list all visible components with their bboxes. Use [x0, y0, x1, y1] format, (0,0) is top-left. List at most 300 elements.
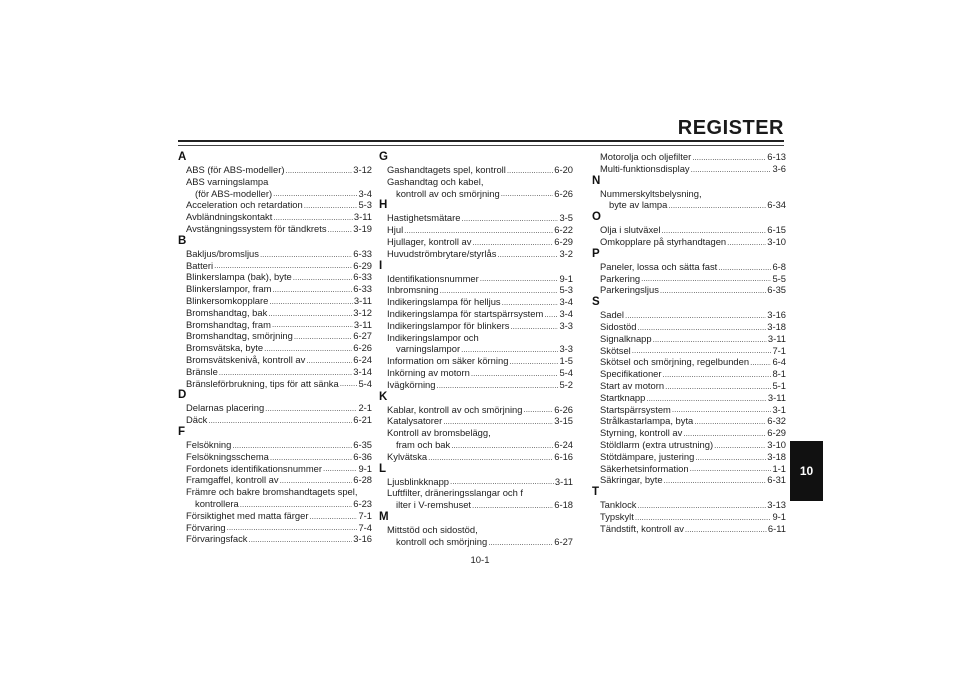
dot-leader [227, 523, 358, 533]
dot-leader [664, 476, 767, 486]
index-entry-text: Ivägkörning [387, 378, 436, 390]
dot-leader [510, 322, 558, 332]
index-entry[interactable] [178, 307, 372, 319]
index-entry[interactable] [592, 511, 786, 523]
index-entry-text: Blinkerslampa (bak), byte [186, 271, 292, 283]
index-page-ref: 6-16 [554, 450, 573, 462]
index-entry[interactable] [379, 367, 573, 379]
index-entry[interactable] [592, 309, 786, 321]
dot-leader [750, 358, 771, 368]
index-page-ref: 1-5 [559, 355, 573, 367]
dot-leader [272, 320, 353, 330]
index-entry[interactable] [379, 188, 573, 200]
index-entry-text: Specifikationer [600, 368, 662, 380]
index-page-ref: 3-18 [767, 320, 786, 332]
index-page-ref: 3-2 [559, 247, 573, 259]
index-entry[interactable] [592, 356, 786, 368]
index-entry[interactable] [178, 510, 372, 522]
index-page-ref: 7-1 [358, 509, 372, 521]
index-page-ref: 9-1 [559, 272, 573, 284]
dot-leader [471, 369, 559, 379]
dot-leader [660, 286, 766, 296]
dot-leader [653, 335, 767, 345]
index-page-ref: 3-1 [772, 403, 786, 415]
index-entry[interactable] [592, 415, 786, 427]
dot-leader [472, 238, 553, 248]
dot-leader [641, 274, 771, 284]
index-entry[interactable] [592, 151, 786, 163]
index-entry-text: ABS (för ABS-modeller) [186, 164, 285, 175]
index-entry-text: Inkörning av motorn [387, 366, 470, 378]
index-page-ref: 3-11 [353, 211, 372, 223]
index-entry-text: Omkopplare på styrhandtagen [600, 235, 727, 247]
index-entry[interactable] [379, 308, 573, 320]
index-entry[interactable] [592, 199, 786, 211]
dot-leader [714, 441, 766, 451]
index-entry-text: Huvudströmbrytare/styrlås [387, 247, 497, 259]
index-entry[interactable] [379, 296, 573, 308]
dot-leader [304, 201, 358, 211]
index-page-ref: 5-5 [772, 272, 786, 284]
index-page-ref: 3-5 [559, 212, 573, 224]
dot-leader [248, 535, 352, 545]
dot-leader [523, 405, 553, 415]
index-entry[interactable] [178, 522, 372, 534]
dot-leader [461, 345, 558, 355]
index-entry[interactable] [592, 333, 786, 345]
dot-leader [502, 298, 559, 308]
index-page-ref: 6-26 [554, 187, 573, 199]
index-entry-text: Säkerhetsinformation [600, 462, 689, 474]
index-entry-text: Katalysatorer [387, 415, 443, 427]
dot-leader [232, 441, 352, 451]
index-entry-text: Identifikationsnummer [387, 272, 479, 284]
index-page-ref: 3-16 [353, 533, 372, 545]
index-letter: P [592, 247, 600, 260]
index-entry-text: Startspärrsystem [600, 403, 671, 415]
index-entry[interactable] [178, 271, 372, 283]
dot-leader [625, 311, 766, 321]
index-entry-text: varningslampor [396, 343, 461, 355]
index-entry-text: Avstängningssystem för tändkrets [186, 222, 327, 234]
index-page-ref: 5-4 [358, 377, 372, 389]
index-entry[interactable] [379, 273, 573, 285]
index-entry[interactable] [178, 451, 372, 463]
index-entry-text: Förvaringsfack [186, 533, 248, 545]
index-entry-text: kontrollera [195, 497, 239, 509]
dot-leader [695, 453, 766, 463]
index-entry[interactable] [379, 524, 573, 536]
index-entry-text: Blinkersomkopplare [186, 294, 269, 306]
index-entry[interactable] [178, 188, 372, 200]
index-entry[interactable] [178, 533, 372, 545]
index-page-ref: 3-16 [767, 309, 786, 321]
index-entry[interactable] [592, 439, 786, 451]
index-letter: S [592, 296, 600, 309]
index-entry-text: Skötsel [600, 344, 631, 356]
index-entry[interactable] [178, 439, 372, 451]
index-letter: I [379, 259, 383, 272]
index-entry[interactable] [592, 345, 786, 357]
index-entry[interactable] [178, 330, 372, 342]
index-entry[interactable] [379, 355, 573, 367]
dot-leader [293, 273, 352, 283]
dot-leader [692, 153, 766, 163]
index-entry[interactable] [379, 332, 573, 344]
dot-leader [323, 464, 357, 474]
index-page-ref: 3-3 [559, 343, 573, 355]
index-page-ref: 6-36 [353, 450, 372, 462]
index-entry-text: Batteri [186, 259, 214, 271]
index-entry-text: Hjullager, kontroll av [387, 235, 472, 247]
index-entry-text: Främre och bakre bromshandtagets spel, [186, 486, 358, 498]
index-entry-text: Sidostöd [600, 320, 637, 332]
index-entry[interactable] [592, 463, 786, 475]
index-entry[interactable] [379, 176, 573, 188]
index-entry-text: Stötdämpare, justering [600, 450, 695, 462]
dot-leader [663, 370, 772, 380]
dot-leader [632, 346, 772, 356]
index-entry[interactable] [592, 284, 786, 296]
index-entry-text: Hjul [387, 224, 404, 236]
index-entry[interactable] [379, 536, 573, 548]
dot-leader [450, 477, 554, 487]
index-page-ref: 3-11 [353, 318, 372, 330]
index-entry-text: Försiktighet med matta färger [186, 509, 309, 521]
dot-leader [440, 286, 559, 296]
index-letter: B [178, 234, 187, 247]
index-page-ref: 3-11 [767, 332, 786, 344]
index-letter: L [379, 462, 387, 475]
index-entry-text: Tändstift, kontroll av [600, 522, 684, 534]
index-entry-text: Bromshandtag, fram [186, 318, 271, 330]
index-page-ref: 9-1 [358, 462, 372, 474]
index-entry[interactable] [178, 474, 372, 486]
index-entry-text: Skötsel och smörjning, regelbunden [600, 356, 750, 368]
index-entry-text: Fordonets identifikationsnummer [186, 462, 323, 474]
index-entry[interactable] [379, 427, 573, 439]
index-entry-text: kontroll av och smörjning [396, 187, 500, 199]
index-entry-text: Ljusblinkknapp [387, 475, 450, 487]
index-entry-text: Information om säker körning [387, 355, 509, 367]
index-entry[interactable] [592, 474, 786, 486]
index-page-ref: 3-10 [767, 235, 786, 247]
index-letter: O [592, 211, 601, 224]
index-page-ref: 3-6 [772, 162, 786, 174]
dot-leader [214, 261, 352, 271]
index-column-2 [379, 151, 573, 548]
index-page-ref: 6-23 [353, 497, 372, 509]
index-entry[interactable] [178, 295, 372, 307]
index-entry[interactable] [592, 261, 786, 273]
index-entry[interactable] [379, 320, 573, 332]
dot-leader [285, 166, 352, 176]
index-entry[interactable] [178, 498, 372, 510]
index-entry[interactable] [178, 248, 372, 260]
index-entry-text: Styrning, kontroll av [600, 427, 683, 439]
index-entry[interactable] [379, 164, 573, 176]
dot-leader [280, 476, 353, 486]
index-entry-text: Signalknapp [600, 332, 652, 344]
index-entry[interactable] [379, 343, 573, 355]
index-page-ref: 6-35 [353, 438, 372, 450]
index-page-ref: 6-31 [767, 474, 786, 486]
index-page-ref: 6-24 [554, 438, 573, 450]
dot-leader [646, 394, 767, 404]
dot-leader [635, 513, 772, 523]
index-entry[interactable] [178, 342, 372, 354]
index-entry[interactable] [592, 163, 786, 175]
index-page-ref: 3-11 [767, 391, 786, 403]
index-page-ref: 3-3 [559, 319, 573, 331]
index-entry[interactable] [592, 427, 786, 439]
index-page-ref: 6-21 [353, 414, 372, 426]
index-entry[interactable] [379, 487, 573, 499]
index-entry-text: Kylvätska [387, 450, 428, 462]
index-entry[interactable] [379, 212, 573, 224]
index-entry-text: Multi-funktionsdisplay [600, 162, 690, 174]
index-entry[interactable] [592, 380, 786, 392]
index-entry[interactable] [592, 392, 786, 404]
dot-leader [661, 226, 766, 236]
dot-leader [683, 429, 766, 439]
dot-leader [269, 297, 353, 307]
index-entry-text: Parkeringsljus [600, 284, 659, 296]
index-entry-text: Indikeringslampor och [387, 331, 479, 343]
index-entry[interactable] [379, 404, 573, 416]
dot-leader [507, 166, 553, 176]
index-entry[interactable] [178, 211, 372, 223]
dot-leader [340, 379, 358, 389]
index-page-ref: 6-33 [353, 247, 372, 259]
index-entry[interactable] [592, 499, 786, 511]
dot-leader [637, 501, 766, 511]
index-page-ref: 5-4 [559, 366, 573, 378]
index-entry[interactable] [592, 188, 786, 200]
index-entry[interactable] [592, 273, 786, 285]
index-entry[interactable] [379, 248, 573, 260]
index-entry[interactable] [592, 368, 786, 380]
dot-leader [272, 285, 352, 295]
page-title: REGISTER [677, 117, 784, 139]
index-page-ref: 6-26 [353, 342, 372, 354]
index-letter: G [379, 151, 388, 163]
dot-leader [451, 441, 553, 451]
dot-leader [691, 165, 772, 175]
index-page-ref: 6-27 [554, 535, 573, 547]
dot-leader [219, 368, 352, 378]
index-page-ref: 6-27 [353, 330, 372, 342]
dot-leader [668, 201, 766, 211]
index-page-ref: 6-29 [767, 427, 786, 439]
index-entry[interactable] [178, 402, 372, 414]
index-entry[interactable] [178, 378, 372, 390]
index-page-ref: 6-29 [353, 259, 372, 271]
dot-leader [694, 417, 766, 427]
index-entry-text: Gashandtagets spel, kontroll [387, 164, 506, 175]
index-entry[interactable] [178, 199, 372, 211]
index-page-ref: 6-33 [353, 271, 372, 283]
dot-leader [690, 464, 772, 474]
index-entry-text: Hastighetsmätare [387, 212, 461, 224]
dot-leader [240, 500, 352, 510]
index-entry-text: fram och bak [396, 438, 451, 450]
dot-leader [472, 501, 553, 511]
index-entry[interactable] [379, 379, 573, 391]
dot-leader [208, 416, 352, 426]
index-entry-text: Strålkastarlampa, byta [600, 415, 694, 427]
index-page-ref: 1-1 [772, 462, 786, 474]
index-entry-text: Nummerskyltsbelysning, [600, 187, 702, 199]
index-entry-text: Bränsleförbrukning, tips för att sänka [186, 377, 339, 389]
index-page-ref: 3-11 [554, 475, 573, 487]
index-page-ref: 3-4 [559, 296, 573, 308]
index-entry-text: Bränsle [186, 365, 218, 377]
index-entry[interactable] [379, 499, 573, 511]
index-entry[interactable] [592, 523, 786, 535]
dot-leader [306, 356, 352, 366]
dot-leader [509, 357, 558, 367]
index-entry[interactable] [178, 319, 372, 331]
dot-leader [294, 332, 352, 342]
page-number: 10-1 [470, 555, 490, 566]
index-entry-text: Felsökning [186, 438, 232, 450]
index-letter: D [178, 389, 187, 402]
index-page-ref: 3-10 [767, 438, 786, 450]
dot-leader [309, 512, 357, 522]
index-page-ref: 3-15 [554, 415, 573, 427]
index-page-ref: 6-34 [767, 199, 786, 211]
chapter-tab[interactable]: 10 [790, 441, 823, 501]
header-rule-thin [178, 145, 784, 146]
dot-leader [544, 310, 558, 320]
dot-leader [685, 525, 767, 535]
index-page-ref: 6-26 [554, 403, 573, 415]
index-page-ref: 6-18 [554, 499, 573, 511]
dot-leader [268, 309, 352, 319]
index-entry-text: ABS varningslampa [186, 175, 269, 187]
index-entry[interactable] [379, 224, 573, 236]
index-entry[interactable] [178, 164, 372, 176]
index-page-ref: 6-22 [554, 224, 573, 236]
index-page-ref: 5-3 [358, 199, 372, 211]
index-letter: F [178, 425, 186, 438]
index-entry[interactable] [592, 224, 786, 236]
index-letter: T [592, 486, 600, 499]
index-entry-text: ilter i V-remshuset [396, 499, 472, 511]
index-page-ref: 3-12 [353, 306, 372, 318]
index-page-ref: 3-12 [353, 164, 372, 175]
index-entry[interactable] [178, 176, 372, 188]
index-page-ref: 6-4 [772, 356, 786, 368]
index-entry-text: Paneler, lossa och sätta fast [600, 260, 718, 272]
index-entry[interactable] [178, 463, 372, 475]
index-page-ref: 5-1 [772, 379, 786, 391]
index-page-ref: 9-1 [772, 510, 786, 522]
index-entry[interactable] [178, 486, 372, 498]
index-entry-text: Olja i slutväxel [600, 224, 661, 236]
dot-leader [404, 226, 553, 236]
dot-leader [265, 404, 357, 414]
dot-leader [727, 238, 766, 248]
index-entry-text: Däck [186, 414, 208, 426]
index-page-ref: 3-4 [559, 307, 573, 319]
index-page-ref: 6-24 [353, 353, 372, 365]
index-letter: M [379, 510, 389, 523]
index-page-ref: 3-13 [767, 499, 786, 511]
index-entry-text: Bromsvätskenivå, kontroll av [186, 353, 306, 365]
index-entry-text: Felsökningsschema [186, 450, 269, 462]
dot-leader [637, 323, 766, 333]
index-entry-text: kontroll och smörjning [396, 535, 488, 547]
index-entry[interactable] [592, 404, 786, 416]
dot-leader [428, 453, 553, 463]
index-entry[interactable] [379, 236, 573, 248]
dot-leader [273, 213, 353, 223]
index-entry[interactable] [178, 260, 372, 272]
dot-leader [443, 417, 553, 427]
dot-leader [273, 189, 357, 199]
index-entry[interactable] [178, 354, 372, 366]
index-entry-text: Säkringar, byte [600, 474, 663, 486]
index-entry-text: Bakljus/bromsljus [186, 247, 259, 259]
index-entry-text: Startknapp [600, 391, 646, 403]
dot-leader [672, 405, 772, 415]
index-page-ref: 6-8 [772, 260, 786, 272]
dot-leader [501, 189, 554, 199]
index-entry[interactable] [178, 366, 372, 378]
index-entry-text: Inbromsning [387, 284, 439, 296]
index-page-ref: 6-29 [554, 235, 573, 247]
index-entry[interactable] [178, 283, 372, 295]
index-entry-text: Avbländningskontakt [186, 211, 273, 223]
index-letter: K [379, 390, 388, 403]
index-entry-text: Typskylt [600, 510, 634, 522]
index-entry[interactable] [379, 439, 573, 451]
index-column-1 [178, 151, 372, 545]
index-page-ref: 6-11 [767, 522, 786, 534]
index-entry-text: Start av motorn [600, 379, 665, 391]
index-entry[interactable] [379, 284, 573, 296]
index-entry[interactable] [379, 476, 573, 488]
index-letter: A [178, 151, 187, 163]
index-entry[interactable] [379, 451, 573, 463]
dot-leader [497, 250, 558, 260]
index-entry-text: Acceleration och retardation [186, 199, 303, 211]
index-entry[interactable] [379, 415, 573, 427]
index-entry-text: Bromshandtag, bak [186, 306, 268, 318]
index-entry-text: Tanklock [600, 499, 637, 511]
index-entry-text: Mittstöd och sidostöd, [387, 523, 478, 535]
index-entry[interactable] [178, 414, 372, 426]
dot-leader [436, 381, 558, 391]
index-entry[interactable] [592, 451, 786, 463]
index-entry[interactable] [178, 223, 372, 235]
index-entry-text: Stöldlarm (extra utrustning) [600, 438, 714, 450]
index-page-ref: 3-19 [353, 222, 372, 234]
dot-leader [270, 453, 352, 463]
dot-leader [461, 214, 558, 224]
dot-leader [480, 274, 559, 284]
index-entry-text: (för ABS-modeller) [195, 187, 273, 199]
index-page-ref: 7-4 [358, 521, 372, 533]
index-entry-text: Förvaring [186, 521, 226, 533]
dot-leader [260, 250, 352, 260]
index-entry[interactable] [592, 236, 786, 248]
index-entry[interactable] [592, 321, 786, 333]
index-page-ref: 2-1 [358, 402, 372, 414]
index-entry-text: Framgaffel, kontroll av [186, 474, 279, 486]
